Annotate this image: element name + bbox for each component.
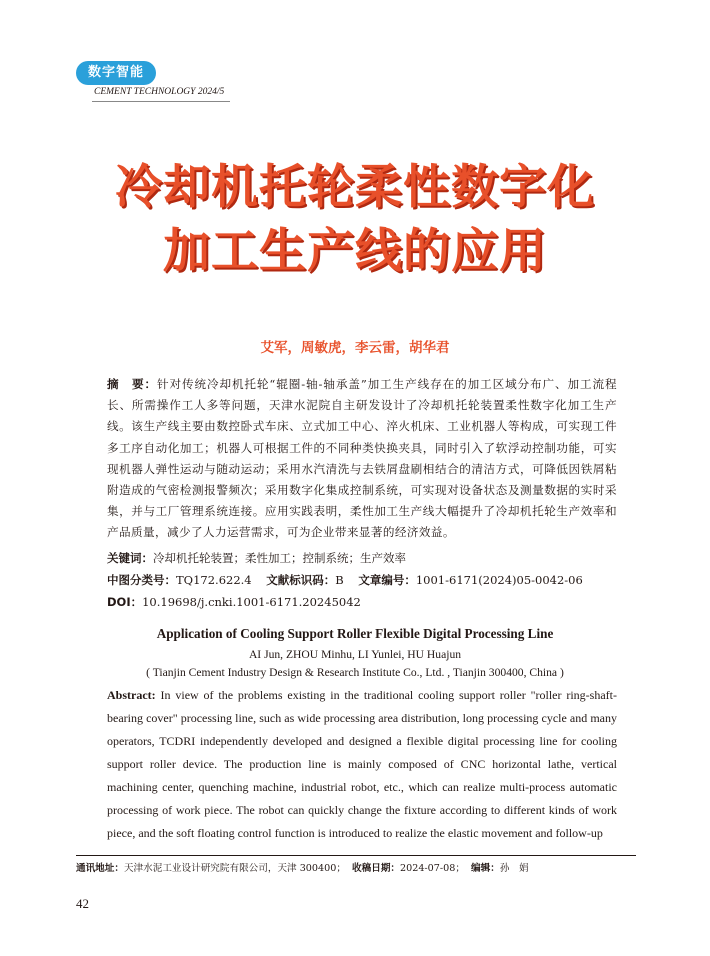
editor-label: 编辑： bbox=[471, 863, 500, 874]
editor-value: 孙 娟 bbox=[499, 863, 529, 874]
title-line-2: 加工生产线的应用 bbox=[163, 224, 547, 279]
authors: 艾军，周敏虎，李云雷，胡华君 bbox=[260, 340, 450, 356]
page-number: 42 bbox=[76, 896, 89, 911]
keywords bbox=[107, 550, 617, 566]
abstract-cn-text: 针对传统冷却机托轮“辊圈-轴-轴承盖”加工生产线存在的加工区域分布广、加工流程长、所需操作工人多等问题，天津水泥院自主研发设计了冷却机托轮装置柔性数字化加工生产线。该生产线主要由数控卧式车床、立式加工中心、淬火机床、工业机器人等构成，可实现工件多工序自动化加工；机器人可根据工件的不同种类快换夹具，同时引入了软浮动控制功能，可实现机器人弹性运动与随动运动；采用水汽清洗与去铁屑盘刷相结合的清洁方式，可降低因铁屑粘附造成的气密检测报警频次；采用数字化集成控制系统，可实现对设备状态及测量数据的实时采集，并与工厂管理系统连接。应用实践表明，柔性加工生产线大幅提升了冷却机托轮生产效率和产品质量，减少了人力运营需求，可为企业带来显著的经济效益。 bbox=[107, 377, 618, 540]
english-abstract-label: Abstract: bbox=[107, 688, 156, 702]
english-affiliation: ( Tianjin Cement Industry Design & Research Institute Co., Ltd. , Tianjin 300400, China ) bbox=[146, 666, 564, 679]
doc-code-value: B bbox=[335, 573, 344, 587]
keywords-label: 关键词： bbox=[107, 551, 153, 565]
section-badge: 数字智能 bbox=[76, 61, 156, 85]
english-abstract-text: In view of the problems existing in the traditional cooling support roller "roller ring-shaft-bearing cover" processing line, such as wide processing area distribution, long processing cycle and many operators, TCDRI independently developed and designed a flexible digital processing line for cooling support roller device. The production line is mainly composed of CNC horizontal lathe, vertical machining center, quenching machine, industrial robot, etc., which can realize multi-process automatic processing of work piece. The robot can quickly change the fixture according to different kinds of work piece, and the soft floating control function is introduced to realize the elastic movement and follow-up bbox=[107, 688, 618, 840]
doc-code-label: 文献标识码： bbox=[266, 573, 336, 587]
footer-note bbox=[76, 860, 529, 874]
doi-label: DOI： bbox=[107, 595, 143, 609]
doi-line bbox=[107, 594, 617, 610]
footer-rule bbox=[76, 855, 636, 856]
clc-label: 中图分类号： bbox=[107, 573, 176, 587]
header-rule bbox=[92, 101, 230, 102]
english-authors: AI Jun, ZHOU Minhu, LI Yunlei, HU Huajun bbox=[248, 648, 462, 661]
keywords-text: 冷却机托轮装置；柔性加工；控制系统；生产效率 bbox=[153, 551, 406, 565]
abstract-cn-label: 摘 要： bbox=[107, 377, 157, 391]
clc-value: TQ172.622.4 bbox=[176, 573, 252, 587]
running-head: CEMENT TECHNOLOGY 2024/5 bbox=[94, 87, 225, 97]
received-label: 收稿日期： bbox=[352, 863, 401, 874]
article-no-value: 1001-6171(2024)05-0042-06 bbox=[415, 573, 583, 587]
english-title: Application of Cooling Support Roller Flexible Digital Processing Line bbox=[156, 626, 554, 641]
classification-line bbox=[107, 572, 617, 588]
article-no-label: 文章编号： bbox=[358, 573, 416, 587]
doi-value: 10.19698/j.cnki.1001-6171.20245042 bbox=[142, 595, 361, 609]
title-line-1: 冷却机托轮柔性数字化 bbox=[115, 160, 595, 215]
abstract-cn bbox=[107, 374, 617, 544]
address-value: 天津水泥工业设计研究院有限公司，天津 300400； bbox=[123, 863, 346, 874]
received-value: 2024-07-08； bbox=[400, 863, 465, 874]
address-label: 通讯地址： bbox=[76, 863, 124, 874]
english-abstract bbox=[107, 684, 617, 845]
